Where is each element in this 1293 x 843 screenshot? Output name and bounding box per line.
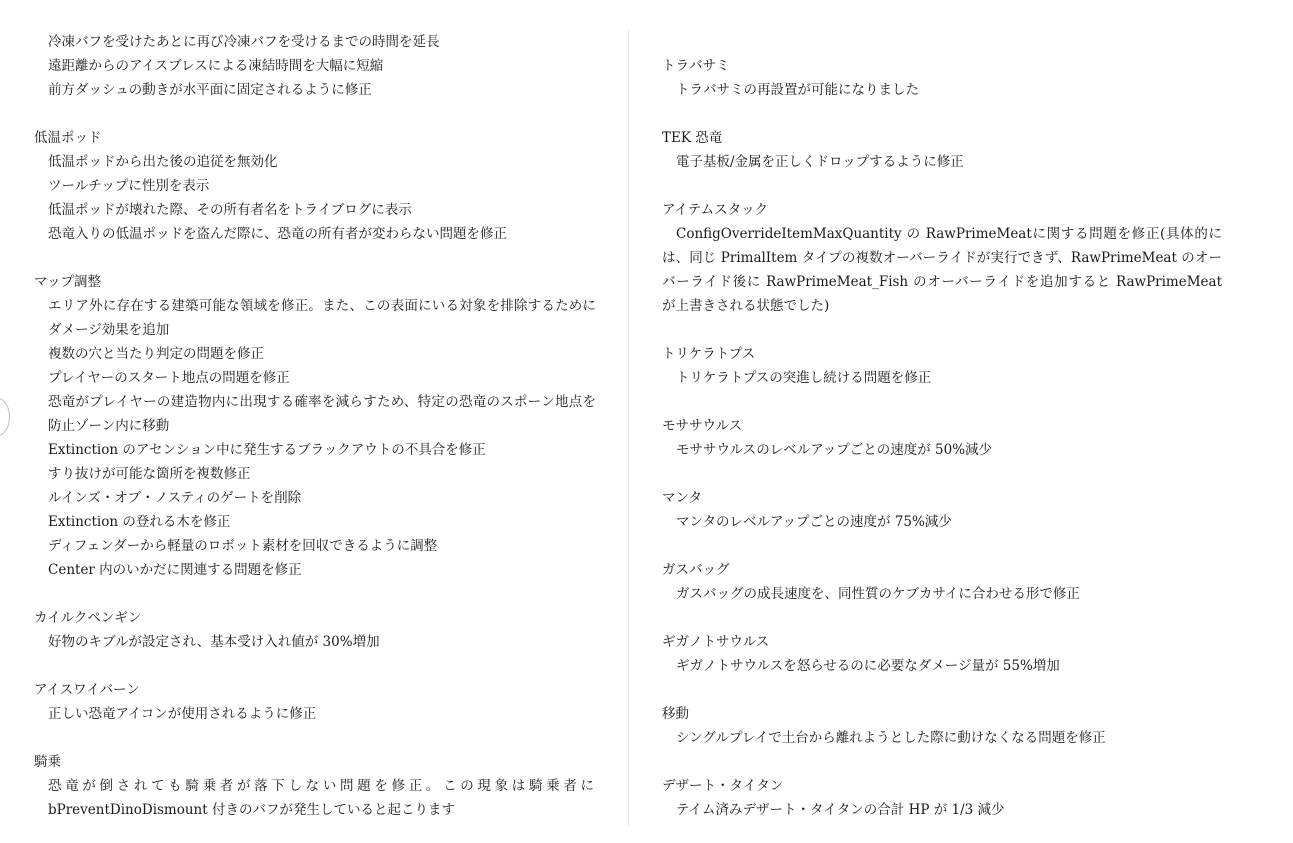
list-item: 低温ポッドが壊れた際、その所有者名をトライブログに表示 <box>48 202 412 218</box>
list-item: 恐竜が倒されても騎乗者が落下しない問題を修正。この現象は騎乗者に bPreventDinoDismount 付きのバフが発生していると起こります <box>48 778 594 818</box>
list-item: ルインズ・オブ・ノスティのゲートを削除 <box>48 490 302 506</box>
list-item: 恐竜入りの低温ポッドを盗んだ際に、恐竜の所有者が変わらない問題を修正 <box>48 226 507 242</box>
section-heading: ガスバッグ <box>662 562 730 578</box>
section-tek-dino <box>662 126 1232 174</box>
section-item-stack <box>662 198 1232 318</box>
list-item: ConfigOverrideItemMaxQuantity の RawPrimeMeatに関する問題を修正(具体的には、同じ PrimalItem タイプの複数オーバーライドが実行できず、RawPrimeMeat のオーバーライド後に RawPrimeMeat_Fish のオーバーライドを追加すると RawPrimeMeat が上書きされる状態でした) <box>662 226 1222 314</box>
list-item: ツールチップに性別を表示 <box>48 178 210 194</box>
section-heading: 低温ポッド <box>34 130 102 146</box>
section-cryopod <box>34 126 609 246</box>
section-heading: ギガノトサウルス <box>662 634 770 650</box>
list-item: 遠距離からのアイスブレスによる凍結時間を大幅に短縮 <box>48 58 384 74</box>
section-bear-trap <box>662 54 1232 102</box>
list-item: ギガノトサウルスを怒らせるのに必要なダメージ量が 55%増加 <box>676 658 1060 674</box>
section-desert-titan <box>662 774 1232 822</box>
section-kairuku <box>34 606 609 654</box>
column-divider <box>628 30 629 826</box>
list-item: Center 内のいかだに関連する問題を修正 <box>48 562 302 578</box>
list-item: 恐竜がプレイヤーの建造物内に出現する確率を減らすため、特定の恐竜のスポーン地点を防止ゾーン内に移動 <box>48 394 596 434</box>
left-column <box>34 30 609 822</box>
section-heading: トラバサミ <box>662 58 730 74</box>
section-heading: デザート・タイタン <box>662 778 784 794</box>
list-item: すり抜けが可能な箇所を複数修正 <box>48 466 251 482</box>
list-item: 前方ダッシュの動きが水平面に固定されるように修正 <box>48 82 372 98</box>
section-heading: TEK 恐竜 <box>662 130 723 146</box>
section-heading: アイテムスタック <box>662 202 769 218</box>
list-item: 低温ポッドから出た後の追従を無効化 <box>48 154 278 170</box>
list-item: 好物のキブルが設定され、基本受け入れ値が 30%増加 <box>48 634 380 650</box>
list-item: ディフェンダーから軽量のロボット素材を回収できるように調整 <box>48 538 438 554</box>
section-riding <box>34 750 609 822</box>
right-column <box>662 30 1232 822</box>
section-heading: マップ調整 <box>34 274 101 290</box>
list-item: Extinction のアセンション中に発生するブラックアウトの不具合を修正 <box>48 442 486 458</box>
list-item: 複数の穴と当たり判定の問題を修正 <box>48 346 264 362</box>
list-item: 電子基板/金属を正しくドロップするように修正 <box>676 154 964 170</box>
section-triceratops <box>662 342 1232 390</box>
list-item: マンタのレベルアップごとの速度が 75%減少 <box>676 514 952 530</box>
section-heading: モササウルス <box>662 418 743 434</box>
section-ice-wyvern <box>34 678 609 726</box>
section-manta <box>662 486 1232 534</box>
section-heading: アイスワイバーン <box>34 682 140 698</box>
section-heading: 騎乗 <box>34 754 61 770</box>
section-map-adjustments <box>34 270 609 582</box>
list-item: 冷凍バフを受けたあとに再び冷凍バフを受けるまでの時間を延長 <box>48 34 440 50</box>
list-item: Extinction の登れる木を修正 <box>48 514 231 530</box>
section-heading: トリケラトプス <box>662 346 756 362</box>
section-gasbags <box>662 558 1232 606</box>
list-item: テイム済みデザート・タイタンの合計 HP が 1/3 減少 <box>676 802 1005 818</box>
list-item: シングルプレイで土台から離れようとした際に動けなくなる問題を修正 <box>676 730 1106 746</box>
section-heading: 移動 <box>662 706 689 722</box>
list-item: ガスバッグの成長速度を、同性質のケブカサイに合わせる形で修正 <box>676 586 1080 602</box>
scroll-handle[interactable] <box>0 398 10 436</box>
list-item: トラバサミの再設置が可能になりました <box>676 82 919 98</box>
section-giganotosaurus <box>662 630 1232 678</box>
section-heading: カイルクペンギン <box>34 610 142 626</box>
list-item: エリア外に存在する建築可能な領域を修正。また、この表面にいる対象を排除するためにダメージ効果を追加 <box>48 298 596 338</box>
section-heading: マンタ <box>662 490 702 506</box>
list-item: プレイヤーのスタート地点の問題を修正 <box>48 370 290 386</box>
list-item: トリケラトプスの突進し続ける問題を修正 <box>676 370 932 386</box>
section-ice-wyvern-continued <box>34 30 609 102</box>
list-item: モササウルスのレベルアップごとの速度が 50%減少 <box>676 442 993 458</box>
list-item: 正しい恐竜アイコンが使用されるように修正 <box>48 706 317 722</box>
section-movement <box>662 702 1232 750</box>
section-mosasaurus <box>662 414 1232 462</box>
